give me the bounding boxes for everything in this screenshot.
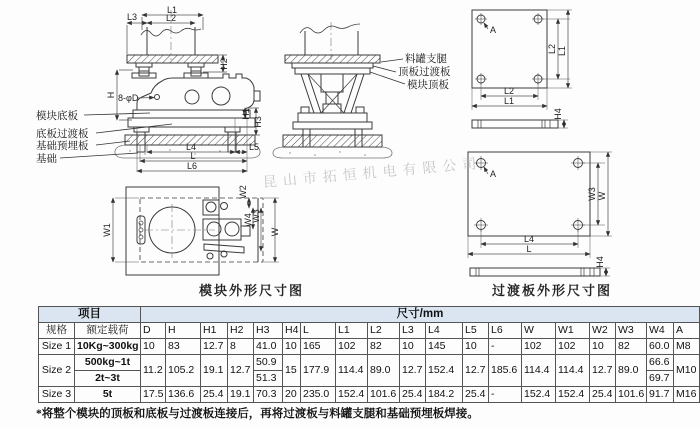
dim-cell: - (489, 339, 522, 355)
dim-cell: 235.0 (301, 387, 336, 403)
dim-cell: 152.4 (426, 355, 463, 387)
size-cell: Size 3 (39, 387, 75, 403)
dim-cell: 19.1 (228, 387, 254, 403)
dim-cell: 114.4 (522, 355, 556, 387)
dim-cell: 12.7 (463, 355, 489, 387)
dim-cell: 10 (141, 339, 166, 355)
col-H4: H4 (283, 323, 301, 339)
dim-cell-w4-bottom: 69.7 (647, 371, 674, 387)
dim-cell: 102 (522, 339, 556, 355)
dim-label-w3: W3 (251, 209, 261, 223)
table-group-header-row (39, 307, 700, 323)
dim-cell: M8 (674, 339, 700, 355)
col-H3: H3 (254, 323, 283, 339)
table-row-size3 (39, 387, 700, 403)
structure (468, 152, 600, 276)
dim-cell: 70.3 (254, 387, 283, 403)
dim-cell: 10 (400, 339, 426, 355)
table-row-size1 (39, 339, 700, 355)
col-L1: L1 (336, 323, 368, 339)
col-L2: L2 (368, 323, 400, 339)
dim-label-l1: L1 (166, 5, 178, 15)
col-L5: L5 (463, 323, 489, 339)
col-spec: 规格 (39, 323, 75, 339)
label-foundation: 基础 (36, 154, 57, 165)
module-side-section-diagram (20, 0, 270, 200)
load-cell: 5t (75, 387, 141, 403)
col-L: L (301, 323, 336, 339)
col-W1: W1 (556, 323, 590, 339)
load-cell-bottom: 2t~3t (75, 371, 141, 387)
dim-label-l2: L2 (165, 13, 177, 23)
table-row-size2-top (39, 355, 700, 371)
col-L6: L6 (489, 323, 522, 339)
col-H2: H2 (228, 323, 254, 339)
dim-cell: 10 (283, 339, 301, 355)
dim-cell: 82 (616, 339, 647, 355)
col-H: H (166, 323, 201, 339)
dim-cell: 105.2 (166, 355, 201, 387)
size-cell: Size 2 (39, 355, 75, 387)
structure (472, 10, 558, 128)
label-foundation-embedded-plate: 基础预埋板 (36, 141, 89, 152)
dim-label-h: H (106, 91, 116, 99)
dim-label-w4: W4 (243, 213, 253, 227)
dim-cell-h3-bottom: 51.3 (254, 371, 283, 387)
dim-cell: 102 (556, 339, 590, 355)
dim-cell: 152.4 (336, 387, 368, 403)
col-W2: W2 (590, 323, 616, 339)
caption-transition-plate-outline: 过渡板外形尺寸图 (492, 283, 613, 298)
structure (273, 22, 392, 158)
top-plate-top-view-diagram (450, 2, 665, 144)
dim-cell: 11.2 (141, 355, 166, 387)
dim-cell: 10 (463, 339, 489, 355)
dim-label-a: A (490, 169, 497, 179)
dim-label-h4: H4 (553, 108, 563, 120)
dim-cell: 136.6 (166, 387, 201, 403)
dim-cell: 114.4 (556, 355, 590, 387)
dim-cell: 25.4 (201, 387, 228, 403)
col-H1: H1 (201, 323, 228, 339)
dim-label-l6: L6 (186, 161, 198, 171)
assembly-note: *将整个模块的顶板和底板与过渡板连接后，再将过渡板与料罐支腿和基础预埋板焊接。 (36, 408, 479, 420)
company-watermark: 昆山市拓恒机电有限公司 (262, 156, 483, 191)
dim-label-8-phi-d: 8-φD (118, 93, 139, 103)
col-L3: L3 (400, 323, 426, 339)
caption-module-outline: 模块外形尺寸图 (199, 283, 305, 298)
dim-cell: 185.6 (489, 355, 522, 387)
dim-cell: 114.4 (336, 355, 368, 387)
label-bottom-transition-plate: 底板过渡板 (36, 129, 89, 140)
label-top-transition-plate: 顶板过渡板 (398, 67, 451, 78)
dim-label-w1: W1 (102, 223, 112, 237)
dim-label-l1-bottom: L1 (503, 96, 515, 106)
dim-cell-h3-top: 50.9 (254, 355, 283, 371)
dim-label-l1-vertical: L1 (557, 45, 567, 57)
dim-cell: M10 (674, 355, 700, 387)
dim-cell: 91.7 (647, 387, 674, 403)
dim-cell: 82 (368, 339, 400, 355)
col-D: D (141, 323, 166, 339)
dim-cell: 89.0 (616, 355, 647, 387)
dim-label-l3: L3 (126, 12, 138, 22)
load-cell: 10Kg~300kg (75, 339, 141, 355)
size-cell: Size 1 (39, 339, 75, 355)
col-W: W (522, 323, 556, 339)
dim-cell-w4-top: 66.6 (647, 355, 674, 371)
dim-cell: 152.4 (522, 387, 556, 403)
dim-cell: 145 (426, 339, 463, 355)
dim-cell: 177.9 (301, 355, 336, 387)
dim-label-w: W (270, 227, 280, 237)
transition-plate-diagram (450, 146, 675, 286)
col-W3: W3 (616, 323, 647, 339)
dim-cell: 17.5 (141, 387, 166, 403)
dim-cell: 165 (301, 339, 336, 355)
dim-cell: 184.2 (426, 387, 463, 403)
dim-cell: 152.4 (556, 387, 590, 403)
col-W4: W4 (647, 323, 674, 339)
dim-cell: 15 (283, 355, 301, 387)
dim-label-a: A (490, 25, 497, 35)
col-L4: L4 (426, 323, 463, 339)
dim-cell: M16 (674, 387, 700, 403)
dim-cell: 89.0 (368, 355, 400, 387)
label-tank-leg: 料罐支腿 (405, 54, 447, 65)
dim-cell: 12.7 (400, 355, 426, 387)
dim-cell: 12.7 (201, 339, 228, 355)
dimension-table (38, 306, 700, 403)
structure (115, 10, 260, 158)
dim-label-l4: L4 (523, 234, 535, 244)
dim-label-l2-bottom: L2 (503, 86, 515, 96)
header-item: 项目 (39, 307, 141, 323)
dim-cell: 60.0 (647, 339, 674, 355)
label-module-bottom-plate: 模块底板 (36, 111, 78, 122)
dim-label-w: W (597, 191, 607, 201)
dim-cell: 41.0 (254, 339, 283, 355)
dim-cell: 19.1 (201, 355, 228, 387)
dim-cell: 25.4 (463, 387, 489, 403)
dim-label-l2-vertical: L2 (547, 43, 557, 55)
dim-cell: 20 (283, 387, 301, 403)
module-top-view-diagram (103, 183, 333, 283)
dim-cell: 102 (336, 339, 368, 355)
structure (126, 187, 263, 275)
dim-cell: 83 (166, 339, 201, 355)
dim-label-w3: W3 (587, 187, 597, 201)
dim-cell: 101.6 (616, 387, 647, 403)
dim-cell: 101.6 (368, 387, 400, 403)
module-installed-diagram (265, 10, 465, 160)
dim-label-l: L (190, 151, 196, 161)
dim-label-h3: H3 (253, 116, 263, 128)
label-module-top-plate: 模块顶板 (407, 80, 449, 91)
dim-cell: 12.7 (228, 355, 254, 387)
dim-label-l4: L4 (185, 142, 197, 152)
dim-cell: 10 (590, 339, 616, 355)
dim-cell: 25.4 (400, 387, 426, 403)
col-rated-load: 额定载荷 (75, 323, 141, 339)
dim-label-w2: W2 (238, 185, 248, 199)
dim-cell: 12.7 (590, 355, 616, 387)
header-size-mm: 尺寸/mm (141, 307, 700, 323)
col-A: A (674, 323, 700, 339)
dim-label-h4: H4 (595, 256, 605, 268)
load-cell-top: 500kg~1t (75, 355, 141, 371)
dim-label-l: L (526, 244, 532, 254)
dim-cell: - (489, 387, 522, 403)
table-column-header-row (39, 323, 700, 339)
dim-cell: 25.4 (590, 387, 616, 403)
dim-label-h2: H2 (219, 58, 229, 70)
dim-label-l5: L5 (249, 142, 260, 152)
dim-cell: 8 (228, 339, 254, 355)
dim-label-h1: H1 (241, 108, 251, 120)
